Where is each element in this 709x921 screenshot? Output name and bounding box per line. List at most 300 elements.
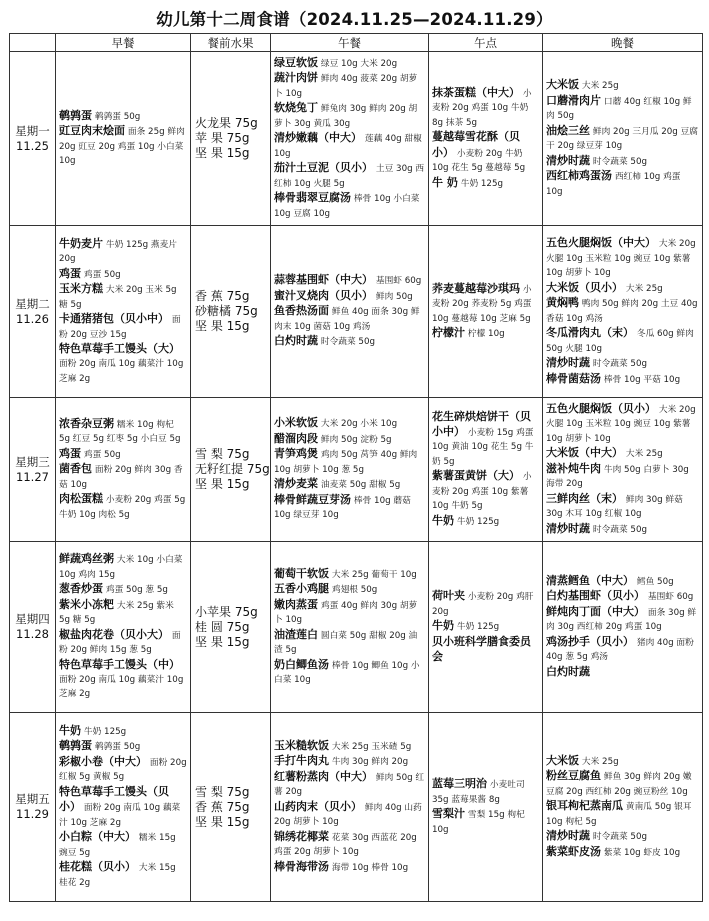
menu-item	[59, 860, 187, 890]
ingredients: 鸡肉 50g 莴笋 40g 鲜肉 10g 胡萝卜 10g 葱 5g	[274, 450, 418, 475]
menu-item	[59, 830, 187, 860]
ingredients: 面粉 20g 南瓜 10g 藕菜汁 10g 芝麻 2g	[59, 674, 184, 700]
dish-name: 油烩三丝	[546, 123, 590, 137]
ingredients: 基围虾 60g	[647, 592, 694, 603]
menu-item	[274, 598, 425, 628]
menu-item	[274, 754, 425, 770]
fruit-item: 雪 梨 75g	[195, 784, 250, 799]
day-label-cell	[10, 226, 56, 398]
fruit-item: 香 蕉 75g	[195, 799, 250, 814]
menu-item	[274, 860, 425, 876]
menu-item	[274, 447, 425, 477]
dish-name: 玉米方糕	[59, 282, 103, 296]
snack-cell	[429, 542, 543, 713]
fruit-item: 坚 果 15g	[195, 634, 250, 649]
ingredients: 海带 10g 棒骨 10g	[331, 862, 409, 873]
menu-item	[546, 236, 699, 281]
dish-name: 牛 奶	[432, 175, 458, 189]
ingredients: 小麦粉 15g 鸡蛋 10g 黄油 10g 花生 5g 牛奶 5g	[432, 427, 534, 467]
dish-name: 棒骨菌菇汤	[546, 371, 601, 385]
ingredients: 西红柿 10g 鸡蛋 10g	[546, 172, 681, 197]
menu-item	[274, 56, 425, 72]
menu-item	[432, 807, 539, 837]
dish-name: 牛奶	[59, 723, 81, 737]
menu-item	[546, 356, 699, 372]
dish-name: 大米饭	[546, 753, 579, 767]
fruit-item: 坚 果 15g	[195, 477, 250, 491]
menu-item	[546, 769, 699, 799]
ingredients: 时令蔬菜 50g	[592, 359, 648, 369]
lunch-cell	[271, 398, 429, 542]
menu-item	[59, 582, 187, 598]
day-label-cell	[10, 542, 56, 713]
menu-item	[274, 273, 425, 289]
menu-item	[546, 635, 699, 665]
menu-item	[59, 447, 187, 463]
fruit-cell	[191, 542, 271, 713]
dish-name: 紫薯蛋黄饼（大）	[432, 469, 520, 483]
menu-item	[546, 845, 699, 861]
header-cell-fruit: 餐前水果	[191, 34, 271, 52]
menu-item	[274, 830, 425, 860]
ingredients: 面粉 20g 鲜肉 15g 葱 5g	[59, 630, 181, 656]
ingredients: 面粉 20g 红椒 5g 黄椒 5g	[59, 757, 187, 783]
menu-item	[546, 589, 699, 605]
ingredients: 面粉 20g 豆沙 15g	[59, 315, 181, 340]
day-label-cell	[10, 52, 56, 226]
dish-name: 棒骨鲜蔬豆芽汤	[274, 492, 351, 506]
ingredients: 鸡翅根 50g	[331, 585, 378, 595]
menu-item	[274, 304, 425, 334]
dish-name: 冬瓜滑肉丸（末）	[546, 326, 634, 339]
menu-item	[546, 522, 699, 538]
ingredients: 冬瓜 60g 鲜肉 50g 火腿 10g	[546, 329, 694, 354]
day-row	[10, 398, 703, 542]
ingredients: 棒骨 10g 平菇 10g	[603, 374, 681, 385]
dish-name: 西红柿鸡蛋汤	[546, 169, 612, 182]
dish-name: 荞麦蔓越莓沙琪玛	[432, 281, 520, 295]
menu-item	[59, 237, 187, 267]
menu-item	[274, 131, 425, 161]
weekday-label: 星期一	[15, 123, 50, 138]
breakfast-cell	[56, 226, 191, 398]
menu-item	[59, 552, 187, 582]
menu-item	[546, 574, 699, 590]
dish-name: 大米饭（贝小）	[546, 280, 623, 294]
header-row	[10, 34, 703, 52]
menu-item	[432, 514, 539, 530]
dish-name: 清炒时蔬	[546, 521, 590, 535]
fruit-item: 坚 果 15g	[195, 146, 250, 160]
ingredients: 土豆 30g 西红柿 10g 火腿 5g	[274, 164, 425, 189]
menu-item	[546, 799, 699, 829]
ingredients: 莲藕 40g 甜椒 10g	[274, 134, 422, 159]
dinner-cell	[543, 542, 703, 713]
fruit-item: 坚 果 15g	[195, 814, 250, 829]
header-cell-corner	[10, 34, 56, 52]
dish-name: 玉米糙软饭	[274, 738, 329, 752]
dish-name: 彩椒小卷（中大）	[59, 754, 147, 768]
ingredients: 大米 25g 紫米 5g 糖 5g	[59, 600, 174, 626]
ingredients: 鹌鹑蛋 50g	[94, 742, 141, 753]
ingredients: 面粉 20g 南瓜 10g 藕菜汁 10g 芝麻 2g	[59, 803, 181, 828]
fruit-item: 苹 果 75g	[195, 131, 250, 145]
dish-name: 棒骨海带汤	[274, 859, 329, 873]
dish-name: 清炒时蔬	[546, 829, 590, 843]
menu-item	[274, 432, 425, 448]
ingredients: 口蘑 40g 红椒 10g 鲜肉 50g	[546, 96, 692, 121]
fruit-cell	[191, 713, 271, 902]
menu-item	[274, 628, 425, 658]
page-title: 幼儿第十二周食谱（2024.11.25—2024.11.29）	[156, 10, 553, 29]
menu-item	[274, 658, 425, 688]
menu-item	[546, 78, 699, 94]
dish-name: 蜜汁叉烧肉（贝小）	[274, 288, 373, 302]
menu-item	[274, 289, 425, 305]
dish-name: 鹌鹑蛋	[59, 739, 92, 753]
dish-name: 鸡蛋	[59, 266, 81, 280]
menu-item	[546, 665, 699, 680]
snack-cell	[429, 226, 543, 398]
ingredients: 鲜肉 30g 鲜菇 30g 木耳 10g 红椒 10g	[546, 494, 683, 520]
dish-name: 清炒麦菜	[274, 477, 318, 491]
dish-name: 大米饭	[546, 78, 579, 91]
menu-item	[432, 130, 539, 175]
weekday-label: 星期五	[15, 792, 50, 806]
dinner-cell	[543, 398, 703, 542]
menu-item	[546, 281, 699, 297]
menu-item	[432, 86, 539, 131]
ingredients: 大米 15g 桂花 2g	[59, 863, 176, 888]
dish-name: 牛奶麦片	[59, 236, 103, 250]
dish-name: 鸡汤抄手（贝小）	[546, 634, 634, 648]
menu-item	[432, 176, 539, 192]
ingredients: 鲜肉 20g 三月瓜 20g 豆腐干 20g 绿豆芽 10g	[546, 126, 698, 151]
day-row	[10, 226, 703, 398]
dish-name: 五香小鸡腿	[274, 582, 329, 595]
ingredients: 柠檬 10g	[467, 329, 505, 339]
dish-name: 银耳枸杞蒸南瓜	[546, 799, 623, 813]
menu-item	[432, 282, 539, 327]
ingredients: 小麦粉 20g 荞麦粉 5g 鸡蛋 10g 蔓越莓 10g 芝麻 5g	[432, 284, 532, 324]
menu-item	[59, 785, 187, 830]
dish-name: 葡萄干软饭	[274, 566, 329, 580]
dish-name: 五色火腿焖饭（中大）	[546, 236, 656, 249]
menu-item	[274, 416, 425, 432]
dish-name: 抹茶蛋糕（中大）	[432, 85, 520, 99]
dish-name: 红薯粉蒸肉（中大）	[274, 769, 373, 783]
menu-item	[59, 267, 187, 283]
dish-name: 绿豆软饭	[274, 55, 318, 69]
dish-name: 鹌鹑蛋	[59, 108, 92, 122]
menu-item	[432, 619, 539, 635]
fruit-item: 火龙果 75g	[195, 116, 258, 130]
menu-item	[59, 282, 187, 312]
lunch-cell	[271, 542, 429, 713]
dish-name: 小白粽（中大）	[59, 830, 136, 844]
ingredients: 牛奶 125g	[456, 516, 500, 527]
dish-name: 青笋鸡煲	[274, 447, 318, 461]
ingredients: 棒骨 10g 蘑菇 10g 绿豆芽 10g	[274, 495, 411, 521]
dinner-cell	[543, 52, 703, 226]
dish-name: 大米饭（中大）	[546, 446, 623, 460]
dish-name: 卡通猪猪包（贝小中）	[59, 312, 169, 326]
dish-name: 白灼时蔬	[546, 664, 590, 678]
menu-item	[59, 109, 187, 125]
ingredients: 时令蔬菜 50g	[592, 832, 648, 843]
weekday-label: 星期四	[15, 612, 50, 626]
dish-name: 清炒嫩藕（中大）	[274, 131, 362, 145]
ingredients: 鲜肉 40g 菠菜 20g 胡萝卜 10g	[274, 74, 418, 99]
ingredients: 鸡蛋 50g	[83, 269, 121, 280]
weekly-menu-table	[9, 33, 703, 902]
menu-item	[274, 334, 425, 350]
dish-name: 蔬汁肉饼	[274, 71, 318, 85]
ingredients: 面粉 20g 南瓜 10g 藕菜汁 10g 芝麻 2g	[59, 359, 184, 384]
menu-item	[546, 124, 699, 154]
snack-cell	[429, 398, 543, 542]
menu-item	[59, 598, 187, 628]
ingredients: 面粉 20g 鲜肉 30g 香菇 10g	[59, 465, 183, 490]
menu-item	[546, 372, 699, 388]
breakfast-cell	[56, 542, 191, 713]
menu-item	[59, 417, 187, 447]
dish-name: 牛奶	[432, 619, 454, 633]
fruit-item: 香 蕉 75g	[195, 289, 250, 303]
ingredients: 猪肉 40g 面粉 40g 葱 5g 鸡汤	[546, 637, 694, 663]
ingredients: 牛奶 125g 燕麦片 20g	[59, 239, 177, 265]
header-cell-breakfast: 早餐	[56, 34, 191, 52]
dish-name: 白灼时蔬	[274, 334, 318, 348]
menu-item	[432, 589, 539, 619]
dish-name: 雪梨汁	[432, 807, 465, 820]
ingredients: 大米 25g	[581, 756, 619, 767]
date-label: 11.29	[16, 807, 49, 821]
ingredients: 鸡蛋 50g	[83, 449, 121, 460]
dish-name: 鸡蛋	[59, 446, 81, 460]
ingredients: 花菜 30g 西蓝花 20g 鸡蛋 20g 胡萝卜 10g	[274, 832, 417, 858]
dish-name: 紫米小冻粑	[59, 597, 114, 611]
lunch-cell	[271, 52, 429, 226]
dish-name: 嫩肉蒸蛋	[274, 597, 318, 611]
day-row	[10, 52, 703, 226]
ingredients: 小麦粉 20g 鸡蛋 5g 牛奶 10g 肉松 5g	[59, 495, 186, 520]
menu-item	[59, 628, 187, 658]
menu-item	[274, 477, 425, 493]
ingredients: 牛奶 125g	[83, 726, 127, 737]
dish-name: 肉松蛋糕	[59, 492, 103, 506]
day-row	[10, 713, 703, 902]
dish-name: 特色草莓手工馒头（中）	[59, 657, 180, 671]
dish-name: 特色草莓手工馒头（贝小）	[59, 784, 169, 814]
ingredients: 鲜肉 50g 红薯 20g	[274, 772, 425, 798]
dish-name: 紫菜虾皮汤	[546, 844, 601, 858]
ingredients: 小麦粉 20g 鸡蛋 10g 牛奶 8g 抹茶 5g	[432, 88, 532, 128]
dish-name: 花生碎烘焙饼干（贝小中）	[432, 409, 531, 438]
dish-name: 茄汁土豆泥（贝小）	[274, 161, 373, 175]
menu-item	[546, 94, 699, 124]
dish-name: 蒜蓉基围虾（中大）	[274, 273, 373, 287]
ingredients: 时令蔬菜 50g	[320, 337, 376, 348]
dish-name: 蓝莓三明治	[432, 777, 487, 790]
dish-name: 菌香包	[59, 462, 92, 476]
menu-item	[59, 739, 187, 755]
ingredients: 棒骨 10g 小白菜 10g 豆腐 10g	[274, 194, 420, 219]
ingredients: 大米 10g 小白菜 10g 鸡肉 15g	[59, 555, 183, 580]
dish-name: 粉丝豆腐鱼	[546, 769, 601, 783]
ingredients: 鹌鹑蛋 50g	[94, 111, 141, 122]
dish-name: 滋补炖牛肉	[546, 461, 601, 475]
dish-name: 软烧兔丁	[274, 101, 318, 115]
ingredients: 大米 25g 玉米碴 5g	[331, 741, 412, 752]
ingredients: 牛奶 125g	[460, 178, 503, 189]
dish-name: 三鲜肉丝（末）	[546, 491, 623, 505]
menu-item	[274, 582, 425, 598]
snack-cell	[429, 713, 543, 902]
date-label: 11.28	[16, 627, 49, 641]
dish-name: 棒骨翡翠豆腐汤	[274, 191, 351, 205]
ingredients: 牛奶 125g	[456, 622, 500, 633]
dinner-cell	[543, 713, 703, 902]
ingredients: 糯米 15g 豌豆 5g	[59, 833, 176, 858]
breakfast-cell	[56, 713, 191, 902]
menu-item	[274, 770, 425, 800]
day-label-cell	[10, 398, 56, 542]
ingredients: 鲜肉 50g 淀粉 5g	[320, 434, 392, 445]
fruit-item: 雪 梨 75g	[195, 447, 250, 461]
day-row	[10, 542, 703, 713]
menu-item	[274, 567, 425, 583]
menu-item	[546, 462, 699, 492]
fruit-item: 小苹果 75g	[195, 604, 258, 619]
ingredients: 牛肉 50g 白萝卜 30g 海带 20g	[546, 464, 689, 490]
dish-name: 醋溜肉段	[274, 431, 318, 445]
menu-item	[59, 724, 187, 740]
ingredients: 雪梨 15g 枸杞 10g	[432, 810, 525, 835]
menu-item	[546, 154, 699, 170]
dish-name: 特色草莓手工馒头（大）	[59, 342, 180, 356]
menu-item	[546, 446, 699, 462]
menu-item	[59, 492, 187, 522]
dish-name: 椒盐肉花卷（贝小大）	[59, 627, 169, 641]
ingredients: 紫菜 10g 虾皮 10g	[603, 847, 681, 858]
ingredients: 面条 30g 鲜肉 30g 西红柿 20g 鸡蛋 10g	[546, 607, 697, 633]
menu-item	[59, 342, 187, 386]
menu-item	[432, 410, 539, 470]
date-label: 11.27	[16, 469, 49, 484]
dish-name: 手打牛肉丸	[274, 754, 329, 768]
header-cell-lunch: 午餐	[271, 34, 429, 52]
ingredients: 圆白菜 50g 甜椒 20g 油渣 5g	[274, 630, 418, 655]
dish-name: 清炒时蔬	[546, 356, 590, 369]
dish-name: 牛奶	[432, 513, 454, 527]
dish-name: 桂花糕（贝小）	[59, 860, 136, 874]
ingredients: 油麦菜 50g 甜椒 5g	[320, 480, 401, 491]
ingredients: 鸡蛋 50g 葱 5g	[105, 585, 168, 596]
dish-name: 清蒸鳕鱼（中大）	[546, 573, 634, 587]
ingredients: 小麦吐司 35g 蓝莓果酱 8g	[432, 780, 525, 805]
ingredients: 大米 20g 小米 10g	[320, 419, 398, 430]
dish-name: 蔓越莓雪花酥（贝小）	[432, 130, 520, 159]
fruit-item: 桂 圆 75g	[195, 619, 250, 634]
dish-name: 鱼香热汤面	[274, 304, 329, 318]
ingredients: 大米 25g	[581, 81, 619, 91]
menu-item	[432, 635, 539, 665]
ingredients: 时令蔬菜 50g	[592, 524, 648, 535]
dish-name: 荷叶夹	[432, 589, 465, 603]
ingredients: 大米 20g 火腿 10g 玉米粒 10g 豌豆 10g 紫薯 10g 胡萝卜 10g	[546, 239, 696, 278]
date-label: 11.25	[16, 138, 49, 153]
ingredients: 小麦粉 20g 鸡肝 20g	[432, 592, 534, 617]
dish-name: 黄焖鸭	[546, 296, 579, 309]
ingredients: 鲜肉 40g 山药 20g 胡萝卜 10g	[274, 802, 422, 828]
menu-item	[274, 161, 425, 191]
lunch-cell	[271, 226, 429, 398]
dish-name: 锦绣花椰菜	[274, 829, 329, 843]
dish-name: 鲜蔬鸡丝粥	[59, 552, 114, 566]
dish-name: 口蘑滑肉片	[546, 93, 601, 107]
ingredients: 大米 20g 玉米 5g 糖 5g	[59, 285, 177, 310]
ingredients: 基围虾 60g	[375, 276, 422, 287]
menu-item	[59, 462, 187, 492]
menu-item	[59, 312, 187, 342]
snack-cell	[429, 52, 543, 226]
menu-item	[546, 326, 699, 356]
dinner-cell	[543, 226, 703, 398]
fruit-item: 无籽红提 75g	[195, 462, 270, 476]
menu-item	[274, 71, 425, 101]
dish-name: 豇豆肉末烩面	[59, 124, 125, 137]
menu-item	[432, 326, 539, 342]
ingredients: 时令蔬菜 50g	[592, 156, 648, 167]
menu-item	[59, 124, 187, 169]
dish-name: 奶白鲫鱼汤	[274, 657, 329, 671]
fruit-item: 砂糖橘 75g	[195, 304, 258, 318]
dish-name: 油渣莲白	[274, 627, 318, 641]
dish-name: 葱香炒蛋	[59, 582, 103, 596]
ingredients: 鲜肉 50g	[375, 291, 413, 302]
lunch-cell	[271, 713, 429, 902]
fruit-cell	[191, 52, 271, 226]
day-label-cell	[10, 713, 56, 902]
ingredients: 大米 25g	[625, 283, 663, 294]
ingredients: 面条 25g 鲜肉 20g 豇豆 20g 鸡蛋 10g 小白菜 10g	[59, 127, 185, 166]
menu-item	[546, 605, 699, 635]
menu-item	[274, 191, 425, 221]
ingredients: 小麦粉 20g 牛奶 10g 花生 5g 蔓越莓 5g	[432, 148, 526, 174]
date-label: 11.26	[16, 311, 49, 326]
ingredients: 鲜兔肉 30g 鲜肉 20g 胡萝卜 30g 黄瓜 30g	[274, 104, 418, 129]
ingredients: 糯米 10g 枸杞 5g 红豆 5g 红枣 5g 小白豆 5g	[59, 419, 181, 445]
menu-item	[432, 469, 539, 514]
menu-item	[546, 169, 699, 199]
menu-item	[59, 755, 187, 785]
dish-name: 浓香杂豆粥	[59, 416, 114, 430]
dish-name: 白灼基围虾（贝小）	[546, 589, 645, 603]
menu-item	[546, 829, 699, 845]
ingredients: 小麦粉 20g 鸡蛋 10g 紫薯 10g 牛奶 5g	[432, 472, 532, 512]
ingredients: 大米 20g 火腿 10g 玉米粒 10g 豌豆 10g 紫薯 10g 胡萝卜 10g	[546, 404, 696, 444]
weekday-label: 星期三	[15, 454, 50, 469]
ingredients: 棒骨 10g 鲫鱼 10g 小白菜 10g	[274, 660, 420, 685]
dish-name: 山药肉末（贝小）	[274, 799, 362, 813]
header-cell-snack: 午点	[429, 34, 543, 52]
menu-item	[546, 402, 699, 447]
header-cell-dinner: 晚餐	[543, 34, 703, 52]
fruit-cell	[191, 398, 271, 542]
dish-name: 贝小班科学膳食委员会	[432, 634, 531, 663]
dish-name: 鲜炖肉丁面（中大）	[546, 604, 645, 618]
